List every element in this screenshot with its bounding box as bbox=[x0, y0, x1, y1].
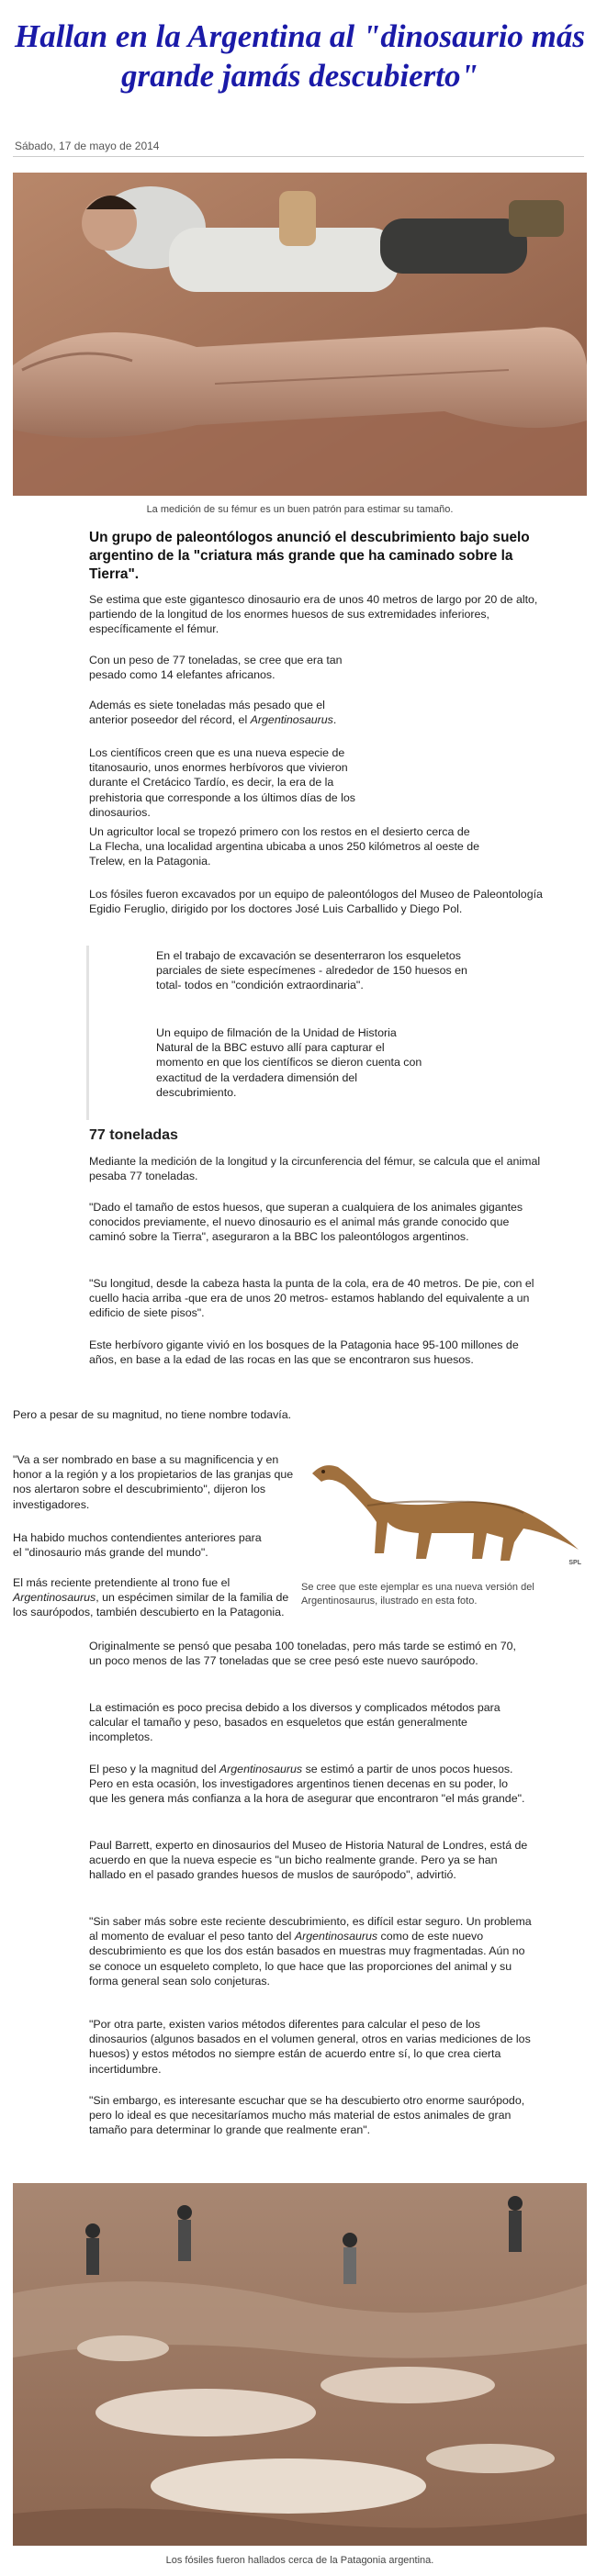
species-name: Argentinosaurus bbox=[13, 1591, 96, 1605]
paragraph: "Sin embargo, es interesante escuchar que se ha descubierto otro enorme saurópodo, pero lo ideal es que necesitaríamos mucho más material de estos animales de gran tamaño para determinar lo grande que realmente eran". bbox=[89, 2094, 525, 2137]
paragraph bbox=[89, 1762, 530, 1807]
dinosaur-illustration bbox=[303, 1441, 587, 1570]
paragraph: Ha habido muchos contendientes anteriores para el "dinosaurio más grande del mundo". bbox=[13, 1531, 262, 1560]
paragraph: Este herbívoro gigante vivió en los bosques de la Patagonia hace 95-100 millones de años, en base a la edad de las rocas en las que se encontraron sus huesos. bbox=[89, 1338, 519, 1367]
paragraph: Con un peso de 77 toneladas, se cree que era tan pesado como 14 elefantes africanos. bbox=[89, 654, 343, 682]
text: , un espécimen similar de la familia de los saurópodos, también descubierto en la Patagonia. bbox=[13, 1591, 289, 1619]
paragraph: Mediante la medición de la longitud y la circunferencia del fémur, se calcula que el animal pesaba 77 toneladas. bbox=[89, 1155, 541, 1183]
section-heading: 77 toneladas bbox=[89, 1127, 178, 1143]
pull-quote: En el trabajo de excavación se desenterraron los esqueletos parciales de siete especímenes - alrededor de 150 huesos en total- todos en "condición extraordinaria". bbox=[156, 949, 467, 992]
text: se estimó a partir de unos pocos huesos. Pero en esta ocasión, los investigadores argentinos tienen decenas en su poder, lo que les genera más confianza a la hora de asegurar que encontraron "el más grande". bbox=[89, 1763, 525, 1806]
paragraph: Pero a pesar de su magnitud, no tiene nombre todavía. bbox=[13, 1408, 292, 1421]
species-name: Argentinosaurus bbox=[219, 1763, 303, 1775]
text: El más reciente pretendiente al trono fue el bbox=[13, 1576, 231, 1589]
paragraph: La estimación es poco precisa debido a los diversos y complicados métodos para calcular el tamaño y peso, basados en esqueletos que están generalmente incompletos. bbox=[89, 1701, 500, 1744]
paragraph: Paul Barrett, experto en dinosaurios del Museo de Historia Natural de Londres, está de acuerdo en que la nueva especie es "un bicho realmente grande. Pero ya se han hallado en el pasado grandes huesos de muslos de saurópodo", advirtió. bbox=[89, 1839, 528, 1882]
paragraph: "Su longitud, desde la cabeza hasta la punta de la cola, era de 40 metros. De pie, con el cuello hacia arriba -que era de unos 20 metros- estamos hablando del equivalente a un edificio de siete pisos". bbox=[89, 1277, 534, 1320]
paragraph: Un agricultor local se tropezó primero con los restos en el desierto cerca de La Flecha, una localidad argentina ubicaba a unos 250 kilómetros al oeste de Trelew, en la Patagonia. bbox=[89, 825, 480, 868]
paragraph bbox=[13, 1575, 298, 1620]
paragraph: Los científicos creen que es una nueva especie de titanosaurio, unos enormes herbívoros que vivieron durante el Cretácico Tardío, es decir, la era de la prehistoria que corresponde a los últimos días de los dinosaurios. bbox=[89, 746, 355, 819]
article-lead: Un grupo de paleontólogos anunció el descubrimiento bajo suelo argentino de la "criatura más grande que ha caminado sobre la Tierra". bbox=[89, 530, 530, 582]
paragraph: Originalmente se pensó que pesaba 100 toneladas, pero más tarde se estimó en 70, un poco menos de las 77 toneladas que se cree pesó este nuevo saurópodo. bbox=[89, 1640, 516, 1668]
text: como de este nuevo descubrimiento es que los dos están basados en muestras muy fragmentadas. Aún no se conoce un esqueleto completo, lo que hace que las proporciones del animal y su forma general sean solo conjeturas. bbox=[89, 1930, 525, 1988]
photo-caption: Los fósiles fueron hallados cerca de la Patagonia argentina. bbox=[165, 2555, 434, 2566]
illustration-caption: Se cree que este ejemplar es una nueva versión del Argentinosaurus, ilustrado en esta foto. bbox=[301, 1582, 534, 1607]
photo-caption: La medición de su fémur es un buen patrón para estimar su tamaño. bbox=[146, 504, 454, 515]
text: Además es siete toneladas más pesado que el anterior poseedor del récord, el bbox=[89, 699, 325, 727]
text: El peso y la magnitud del bbox=[89, 1763, 219, 1775]
paragraph: Se estima que este gigantesco dinosaurio era de unos 40 metros de largo por 20 de alto, partiendo de la longitud de los enormes huesos de sus extremidades inferiores, específicamente el fémur. bbox=[89, 593, 538, 636]
paragraph bbox=[89, 698, 360, 727]
paragraph: "Va a ser nombrado en base a su magnificencia y en honor a la región y a los propietarios de las granjas que nos alertaron sobre el descubrimiento", dijeron los investigadores. bbox=[13, 1453, 294, 1511]
pull-quote: Un equipo de filmación de la Unidad de Historia Natural de la BBC estuvo allí para capturar el momento en que los científicos se dieron cuenta con exactitud de la verdadera dimensión del descubrimiento. bbox=[156, 1026, 422, 1099]
quote-rule bbox=[86, 946, 89, 1120]
paragraph bbox=[89, 1914, 539, 1988]
excavation-photo bbox=[13, 2183, 587, 2546]
femur-photo bbox=[13, 173, 587, 496]
text: . bbox=[332, 713, 337, 727]
paragraph: "Por otra parte, existen varios métodos diferentes para calcular el peso de los dinosaurios (algunos basados en el volumen general, otros en varias mediciones de los huesos) y estos métodos no siempre están de acuerdo entre sí, lo que crea cierta incertidumbre. bbox=[89, 2018, 531, 2076]
species-name: Argentinosaurus bbox=[294, 1930, 378, 1943]
photo-credit: SPL bbox=[568, 1560, 581, 1566]
paragraph: "Dado el tamaño de estos huesos, que superan a cualquiera de los animales gigantes conocidos previamente, el nuevo dinosaurio es el animal más grande conocido que caminó sobre la Tierra", aseguraron a la BBC los paleontólogos argentinos. bbox=[89, 1201, 523, 1244]
divider bbox=[13, 156, 584, 157]
article-date: Sábado, 17 de mayo de 2014 bbox=[15, 140, 160, 152]
species-name: Argentinosaurus bbox=[250, 713, 333, 727]
article-title: Hallan en la Argentina al "dinosaurio más grande jamás descubierto" bbox=[14, 18, 586, 94]
paragraph: Los fósiles fueron excavados por un equipo de paleontólogos del Museo de Paleontología Egidio Feruglio, dirigido por los doctores José Luis Carballido y Diego Pol. bbox=[89, 888, 543, 916]
text: "Sin saber más sobre este reciente descubrimiento, es difícil estar seguro. Un problema al momento de evaluar el peso tanto del bbox=[89, 1915, 532, 1943]
